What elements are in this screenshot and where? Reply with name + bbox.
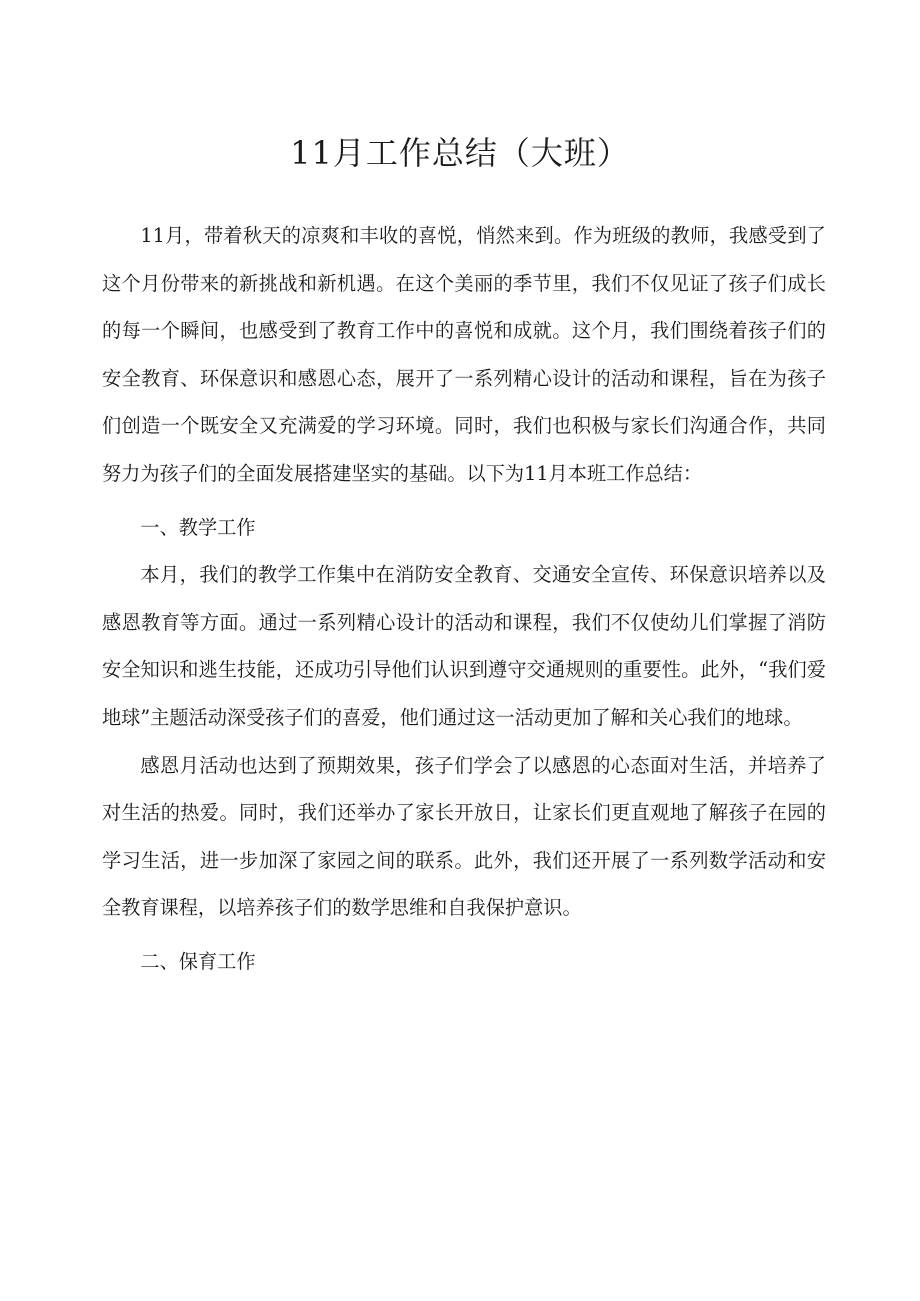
teaching-paragraph-1: 本月，我们的教学工作集中在消防安全教育、交通安全宣传、环保意识培养以及感恩教育等方面。通过一系列精心设计的活动和课程，我们不仅使幼儿们掌握了消防安全知识和逃生技能，还成功引导他们认识到遵守交通规则的重要性。此外，“我们爱地球”主题活动深受孩子们的喜爱，他们通过这一活动更加了解和关心我们的地球。 — [102, 563, 826, 729]
document-title: 11月工作总结（大班） — [290, 134, 630, 172]
intro-paragraph: 11月，带着秋天的凉爽和丰收的喜悦，悄然来到。作为班级的教师，我感受到了这个月份带来的新挑战和新机遇。在这个美丽的季节里，我们不仅见证了孩子们成长的每一个瞬间，也感受到了教育工作中的喜悦和成就。这个月，我们围绕着孩子们的安全教育、环保意识和感恩心态，展开了一系列精心设计的活动和课程，旨在为孩子们创造一个既安全又充满爱的学习环境。同时，我们也积极与家长们沟通合作，共同努力为孩子们的全面发展搭建坚实的基础。以下为11月本班工作总结： — [102, 224, 826, 485]
section-heading-care: 二、保育工作 — [140, 949, 256, 973]
teaching-paragraph-2: 感恩月活动也达到了预期效果，孩子们学会了以感恩的心态面对生活，并培养了对生活的热爱。同时，我们还举办了家长开放日，让家长们更直观地了解孩子在园的学习生活，进一步加深了家园之间的联系。此外，我们还开展了一系列数学活动和安全教育课程，以培养孩子们的数学思维和自我保护意识。 — [102, 753, 826, 920]
section-heading-teaching: 一、教学工作 — [140, 515, 256, 539]
document-body — [102, 212, 826, 986]
